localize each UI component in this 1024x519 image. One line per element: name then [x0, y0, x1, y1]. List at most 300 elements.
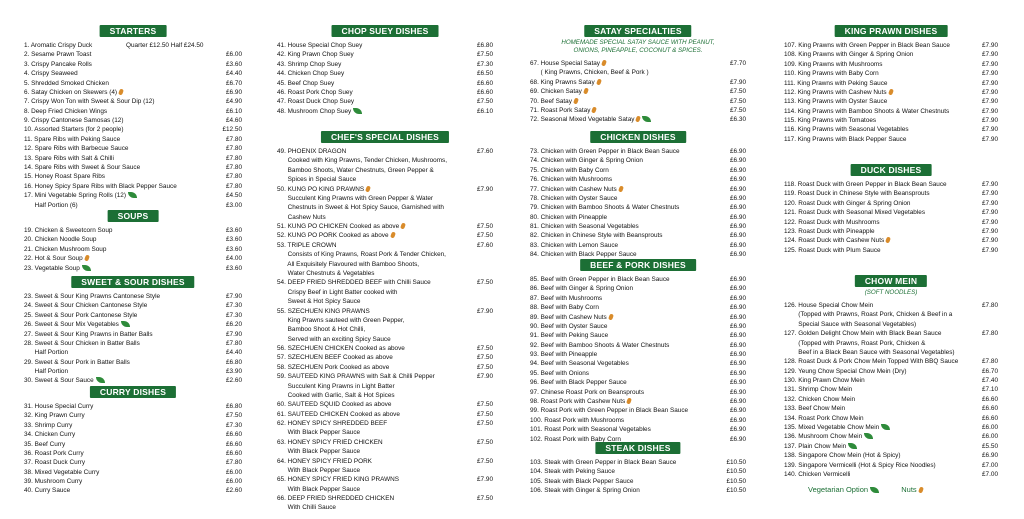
menu-item-name — [277, 185, 370, 194]
menu-item-name — [530, 350, 597, 359]
menu-item-price: £6.90 — [730, 223, 746, 230]
menu-item-price: £7.70 — [730, 60, 746, 67]
menu-item-text: 35. Beef Curry — [24, 440, 66, 448]
menu-item-name — [24, 468, 99, 477]
menu-item-name — [277, 344, 405, 353]
menu-item — [784, 50, 998, 59]
menu-item-name — [24, 449, 84, 458]
menu-item-price: £6.90 — [730, 232, 746, 240]
menu-item-price: £7.90 — [982, 126, 998, 134]
legend-veg-label: Vegetarian Option — [808, 485, 869, 494]
menu-item-text: Bamboo Shoot & Hot Chilli, — [277, 326, 366, 334]
menu-item-text: 99. Roast Pork with Green Pepper in Black Bean Sauce — [530, 407, 689, 415]
menu-item — [277, 185, 493, 194]
menu-item — [24, 421, 242, 430]
menu-item — [530, 241, 746, 250]
legend-nuts-label: Nuts — [901, 485, 917, 494]
menu-item-text: 67. House Special Satay — [530, 60, 600, 67]
menu-item-name — [530, 341, 669, 350]
menu-item-name — [530, 406, 688, 415]
menu-item-name — [530, 378, 627, 387]
menu-item — [24, 41, 242, 50]
menu-item-text: Water Chestnuts & Vegetables — [277, 269, 375, 277]
menu-item — [784, 107, 998, 116]
menu-item-price: £7.90 — [982, 246, 998, 254]
menu-item-name — [277, 466, 360, 475]
menu-item — [784, 180, 998, 189]
menu-item — [277, 485, 493, 494]
menu-item-portion-prices: Quarter £12.50 Half £24.50 — [126, 42, 204, 49]
menu-item-text: 109. King Prawns with Mushrooms — [784, 60, 883, 68]
menu-item-price: £6.90 — [730, 341, 746, 349]
menu-item — [530, 59, 746, 68]
menu-item-text: With Black Pepper Sauce — [277, 448, 361, 456]
menu-item-name — [277, 288, 397, 297]
menu-item — [277, 79, 493, 88]
menu-item-price: £10.50 — [726, 459, 746, 466]
menu-item-name — [24, 235, 96, 244]
menu-item-name — [277, 69, 344, 78]
menu-item-text: Bamboo Shoots, Water Chestnuts, Green Pepper & — [277, 166, 434, 174]
menu-item-name — [530, 106, 596, 115]
menu-item — [530, 147, 746, 156]
menu-item-price: £7.30 — [226, 311, 242, 319]
menu-item — [24, 430, 242, 439]
menu-item-price: £7.90 — [982, 98, 998, 106]
menu-item-name — [24, 320, 130, 329]
menu-item — [530, 175, 746, 184]
menu-item-text: 134. Roast Pork Chow Mein — [784, 414, 864, 422]
menu-item-name — [784, 88, 893, 97]
menu-item-price: £3.60 — [226, 227, 242, 234]
menu-item-text: 75. Chicken with Baby Corn — [530, 166, 609, 174]
menu-item-name — [784, 50, 913, 59]
menu-item — [277, 97, 493, 106]
menu-item-text: 125. Roast Duck with Plum Sauce — [784, 246, 881, 254]
menu-item-name — [530, 166, 609, 175]
menu-item-price: £3.00 — [226, 201, 242, 209]
menu-item-text: 124. Roast Duck with Cashew Nuts — [784, 237, 885, 245]
menu-item-price: £7.90 — [982, 117, 998, 124]
menu-item-name — [277, 297, 360, 306]
menu-item-price: £7.80 — [226, 154, 242, 162]
menu-item-text: 74. Chicken with Ginger & Spring Onion — [530, 157, 643, 165]
menu-item-name — [277, 156, 447, 165]
menu-item-price: £6.60 — [982, 395, 998, 403]
menu-item — [24, 69, 242, 78]
menu-item-name — [784, 301, 873, 310]
menu-item — [277, 410, 493, 419]
menu-item-name — [530, 241, 618, 250]
section-subtitle: ONIONS, PINEAPPLE, COCONUT & SPICES. — [573, 47, 703, 54]
menu-item-price: £7.90 — [477, 373, 493, 381]
menu-item-name — [24, 50, 91, 59]
menu-item-name — [277, 79, 334, 88]
menu-item-text: 65. HONEY SPICY FRIED KING PRAWNS — [277, 476, 400, 484]
menu-item — [24, 60, 242, 69]
menu-item-price: £6.00 — [226, 51, 242, 59]
menu-item-price: £7.80 — [226, 163, 242, 171]
menu-item-text: 12. Spare Ribs with Barbecue Sauce — [24, 145, 129, 153]
menu-item-price: £4.90 — [226, 98, 242, 106]
menu-item — [784, 348, 998, 357]
menu-item — [784, 357, 998, 366]
menu-item-text: 15. Honey Roast Spare Ribs — [24, 173, 105, 181]
menu-item-text: Special Sauce with Seasonal Vegetables) — [784, 320, 917, 328]
menu-item — [24, 468, 242, 477]
menu-item — [24, 201, 242, 210]
nut-icon — [888, 88, 894, 95]
menu-item — [530, 322, 746, 331]
menu-item — [24, 311, 242, 320]
menu-item — [277, 419, 493, 428]
menu-item-name — [277, 503, 336, 512]
menu-item-name — [530, 313, 613, 322]
menu-item-text: 130. King Prawn Chow Mein — [784, 377, 865, 384]
menu-item-price: £4.40 — [226, 70, 242, 78]
menu-item-price: £7.50 — [730, 88, 746, 96]
menu-item-name — [24, 79, 109, 88]
menu-item — [784, 88, 998, 97]
menu-item-text: Cooked with King Prawns, Tender Chicken, Mushrooms, — [277, 157, 448, 165]
nut-icon — [583, 88, 589, 95]
menu-item-price: £7.90 — [226, 293, 242, 300]
menu-item-price: £7.50 — [730, 97, 746, 105]
menu-item — [784, 320, 998, 329]
menu-item — [530, 213, 746, 222]
section-header: KING PRAWN DISHES — [835, 25, 948, 37]
menu-item-name — [277, 428, 360, 437]
menu-item-text: (Topped with Prawns, Roast Pork, Chicken & Beef in a — [784, 311, 953, 319]
menu-item-name — [784, 79, 888, 88]
menu-item-price: £7.90 — [982, 42, 998, 49]
menu-item-text: 7. Crispy Won Ton with Sweet & Sour Dip (12) — [24, 98, 155, 106]
menu-item-price: £6.90 — [730, 166, 746, 174]
menu-item — [24, 449, 242, 458]
menu-item-text: 72. Seasonal Mixed Vegetable Satay — [530, 116, 635, 124]
menu-item-price: £7.60 — [477, 241, 493, 249]
menu-item-name — [277, 410, 400, 419]
menu-item — [530, 378, 746, 387]
menu-item-text: 5. Shredded Smoked Chicken — [24, 79, 109, 87]
menu-item-price: £6.90 — [730, 194, 746, 202]
menu-item-price: £7.50 — [477, 98, 493, 106]
menu-item-text: 11. Spare Ribs with Peking Sauce — [24, 135, 121, 143]
legend — [808, 485, 998, 495]
menu-item-text: 59. SAUTEED KING PRAWNS with Salt & Chilli Pepper — [277, 373, 435, 381]
menu-item-price: £7.80 — [982, 330, 998, 338]
menu-item-text: 9. Crispy Cantonese Samosas (12) — [24, 117, 124, 124]
menu-item — [24, 125, 242, 134]
menu-item-text: 40. Curry Sauce — [24, 487, 71, 495]
menu-item — [530, 166, 746, 175]
menu-item-name — [24, 116, 123, 125]
menu-item-price: £6.60 — [982, 405, 998, 413]
menu-item-text: Half Portion (6) — [24, 201, 78, 209]
menu-item-price: £2.60 — [226, 487, 242, 495]
menu-item-name — [277, 278, 431, 287]
menu-item-text: 116. King Prawns with Seasonal Vegetables — [784, 126, 909, 134]
menu-item-name — [277, 475, 399, 484]
menu-item-price: £6.90 — [730, 251, 746, 259]
leaf-icon — [96, 377, 105, 383]
menu-item-name — [277, 222, 405, 231]
menu-item-name — [784, 236, 890, 245]
menu-item-text: 137. Plain Chow Mein — [784, 442, 847, 450]
nut-icon — [608, 313, 614, 320]
menu-item — [784, 79, 998, 88]
menu-item-name — [530, 359, 629, 368]
menu-item-name — [24, 254, 89, 263]
nut-icon — [573, 97, 579, 104]
menu-item-name — [784, 367, 907, 376]
menu-item — [530, 467, 746, 476]
menu-item-text: 23. Vegetable Soup — [24, 264, 80, 272]
menu-item-name — [784, 329, 941, 338]
menu-item-text: 131. Shrimp Chow Mein — [784, 386, 853, 394]
section-subtitle: (SOFT NOODLES) — [864, 289, 918, 296]
menu-item-price: £7.90 — [226, 330, 242, 338]
menu-item — [784, 395, 998, 404]
menu-item-text: 66. DEEP FRIED SHREDDED CHICKEN — [277, 495, 395, 503]
menu-item — [24, 411, 242, 420]
menu-item-name — [277, 391, 395, 400]
menu-item — [24, 458, 242, 467]
menu-item-name — [784, 116, 876, 125]
menu-item — [24, 339, 242, 348]
menu-item-text: 87. Beef with Mushrooms — [530, 294, 603, 302]
menu-item — [277, 466, 493, 475]
menu-item — [277, 156, 493, 165]
menu-item-price: £6.00 — [226, 478, 242, 485]
menu-item-price: £7.90 — [982, 190, 998, 198]
menu-item-price: £7.90 — [982, 107, 998, 115]
menu-item-name — [784, 189, 930, 198]
menu-item — [530, 350, 746, 359]
menu-item-price: £7.50 — [477, 410, 493, 418]
menu-item — [24, 172, 242, 181]
menu-item-text: 36. Roast Pork Curry — [24, 449, 84, 457]
menu-item — [530, 458, 746, 467]
menu-item-name — [24, 264, 91, 273]
menu-item-name — [784, 41, 950, 50]
leaf-icon — [864, 433, 873, 439]
menu-item-name — [24, 201, 78, 210]
menu-item — [24, 402, 242, 411]
menu-item — [24, 367, 242, 376]
menu-item-text: 6. Satay Chicken on Skewers (4) — [24, 88, 118, 96]
nut-icon — [390, 232, 396, 239]
menu-item — [24, 301, 242, 310]
menu-item — [277, 316, 493, 325]
menu-item-name — [277, 97, 354, 106]
menu-item-price: £6.60 — [477, 79, 493, 87]
menu-item — [530, 97, 746, 106]
menu-item-price: £6.90 — [730, 360, 746, 368]
leaf-icon — [128, 192, 137, 198]
menu-item-price: £6.90 — [730, 294, 746, 302]
menu-item — [277, 307, 493, 316]
section-header: SOUPS — [108, 210, 159, 222]
menu-item-price: £7.50 — [477, 363, 493, 371]
menu-item-name — [530, 231, 663, 240]
menu-item-price: £7.80 — [226, 145, 242, 153]
menu-item-name — [784, 395, 855, 404]
menu-item-text: 96. Beef with Black Pepper Sauce — [530, 379, 627, 387]
menu-item — [784, 329, 998, 338]
menu-item — [530, 294, 746, 303]
menu-item-name — [784, 320, 916, 329]
menu-item — [784, 376, 998, 385]
menu-item-text: 4. Crispy Seaweed — [24, 70, 78, 78]
menu-item-price: £6.90 — [730, 276, 746, 283]
menu-item — [277, 428, 493, 437]
menu-item — [530, 341, 746, 350]
menu-item-text: 58. SZECHUEN Pork Cooked as above — [277, 363, 390, 371]
menu-item-text: Succulent King Prawns with Green Pepper & Water — [277, 194, 434, 202]
menu-item-price: £6.90 — [730, 407, 746, 415]
menu-item-name — [530, 156, 643, 165]
menu-item-price: £7.90 — [982, 209, 998, 217]
menu-item-text: 85. Beef with Green Pepper in Black Bean Sauce — [530, 276, 670, 283]
nut-icon — [365, 185, 371, 192]
menu-item-price: £7.50 — [477, 495, 493, 503]
menu-item — [277, 60, 493, 69]
menu-item-price: £10.50 — [726, 468, 746, 476]
menu-item-price: £4.60 — [226, 117, 242, 124]
menu-item-price: £7.50 — [477, 438, 493, 446]
menu-item — [24, 116, 242, 125]
menu-item-price: £7.40 — [982, 377, 998, 384]
menu-item-text: With Black Pepper Sauce — [277, 485, 361, 493]
menu-item-price: £6.60 — [226, 449, 242, 457]
menu-item — [277, 382, 493, 391]
menu-item-text: 17. Mini Vegetable Spring Rolls (12) — [24, 192, 126, 200]
menu-item-name — [277, 175, 356, 184]
menu-item-text: 100. Roast Pork with Mushrooms — [530, 416, 625, 424]
section-header: STARTERS — [100, 25, 167, 37]
menu-item — [784, 236, 998, 245]
menu-item — [24, 348, 242, 357]
menu-item-price: £6.90 — [730, 426, 746, 434]
menu-item-price: £6.90 — [730, 304, 746, 312]
menu-item — [24, 254, 242, 263]
menu-item-text: 31. House Special Curry — [24, 403, 94, 410]
menu-item-price: £6.90 — [730, 397, 746, 405]
menu-item-price: £7.50 — [477, 354, 493, 362]
menu-item — [277, 107, 493, 116]
menu-item-price: £7.90 — [982, 79, 998, 87]
menu-item-text: King Prawns sauteed with Green Pepper, — [277, 316, 405, 324]
menu-item-text: 16. Honey Spicy Spare Ribs with Black Pepper Sauce — [24, 182, 177, 190]
menu-item — [277, 194, 493, 203]
menu-item-text: 94. Beef with Seasonal Vegetables — [530, 360, 629, 368]
menu-item-price: £6.90 — [730, 388, 746, 396]
menu-item — [530, 203, 746, 212]
menu-item-name — [784, 414, 864, 423]
menu-item — [784, 135, 998, 144]
menu-item-name — [277, 372, 435, 381]
menu-item-price: £6.90 — [982, 452, 998, 460]
nut-icon — [118, 88, 124, 95]
menu-column-2 — [277, 0, 493, 519]
menu-item-text: 21. Chicken Mushroom Soup — [24, 245, 107, 253]
menu-item-text: 105. Steak with Black Pepper Sauce — [530, 477, 634, 485]
menu-item — [530, 477, 746, 486]
menu-item-name — [530, 294, 602, 303]
menu-item — [24, 154, 242, 163]
menu-item-price: £6.80 — [226, 403, 242, 410]
menu-item — [24, 88, 242, 97]
menu-item — [784, 414, 998, 423]
menu-item-price: £6.10 — [477, 107, 493, 115]
nut-icon — [84, 255, 90, 262]
menu-item-name — [24, 339, 140, 348]
menu-item-name — [277, 107, 362, 116]
menu-item — [784, 385, 998, 394]
menu-item-text: 104. Steak with Peking Sauce — [530, 468, 615, 476]
menu-item-text: 92. Beef with Bamboo Shoots & Water Chestnuts — [530, 341, 670, 349]
menu-item-name — [277, 485, 360, 494]
menu-item-name — [277, 419, 387, 428]
menu-item-text: 23. Sweet & Sour King Prawns Cantonese Style — [24, 293, 161, 300]
menu-item-price: £7.90 — [982, 51, 998, 59]
menu-item-name — [277, 438, 383, 447]
menu-item-name — [277, 241, 337, 250]
menu-item-text: 91. Beef with Peking Sauce — [530, 332, 609, 340]
menu-item-name — [277, 382, 395, 391]
menu-item-name — [24, 292, 160, 301]
menu-item-price: £6.90 — [730, 148, 746, 155]
menu-item-name — [784, 348, 955, 357]
menu-item — [530, 359, 746, 368]
menu-item-text: 42. King Prawn Chop Suey — [277, 51, 354, 59]
menu-item-price: £12.50 — [222, 126, 242, 134]
menu-item — [784, 461, 998, 470]
menu-item-text: All Exquisitely Flavoured with Bamboo Shoots, — [277, 260, 420, 268]
menu-item — [784, 432, 998, 441]
menu-item-price: £4.40 — [226, 349, 242, 357]
menu-item-price: £7.90 — [982, 199, 998, 207]
menu-item-name — [530, 275, 670, 284]
menu-item-name — [530, 284, 633, 293]
menu-item-name — [24, 367, 68, 376]
menu-item — [530, 486, 746, 495]
menu-item — [277, 353, 493, 362]
menu-item-text: 27. Sweet & Sour King Prawns in Batter Balls — [24, 330, 153, 338]
menu-item-text: Beef in a Black Bean Sauce with Seasonal Vegetables) — [784, 348, 955, 356]
menu-item-name — [784, 442, 857, 451]
menu-item — [24, 50, 242, 59]
menu-item — [277, 241, 493, 250]
menu-item — [277, 203, 493, 212]
menu-item — [530, 416, 746, 425]
menu-item-price: £6.90 — [730, 379, 746, 387]
menu-item-text: With Black Pepper Sauce — [277, 466, 361, 474]
menu-item-text: 54. DEEP FRIED SHREDDED BEEF with Chilli Sauce — [277, 279, 431, 287]
menu-item-text: 89. Beef with Cashew Nuts — [530, 313, 607, 321]
menu-item — [277, 335, 493, 344]
menu-item-name — [24, 477, 82, 486]
menu-item-name — [24, 358, 130, 367]
menu-item-name — [24, 376, 105, 385]
menu-item-text: 49. PHOENIX DRAGON — [277, 148, 347, 155]
menu-item — [530, 185, 746, 194]
menu-item-name — [530, 97, 578, 106]
menu-item — [24, 358, 242, 367]
menu-item-price: £7.50 — [477, 232, 493, 240]
menu-item — [784, 451, 998, 460]
